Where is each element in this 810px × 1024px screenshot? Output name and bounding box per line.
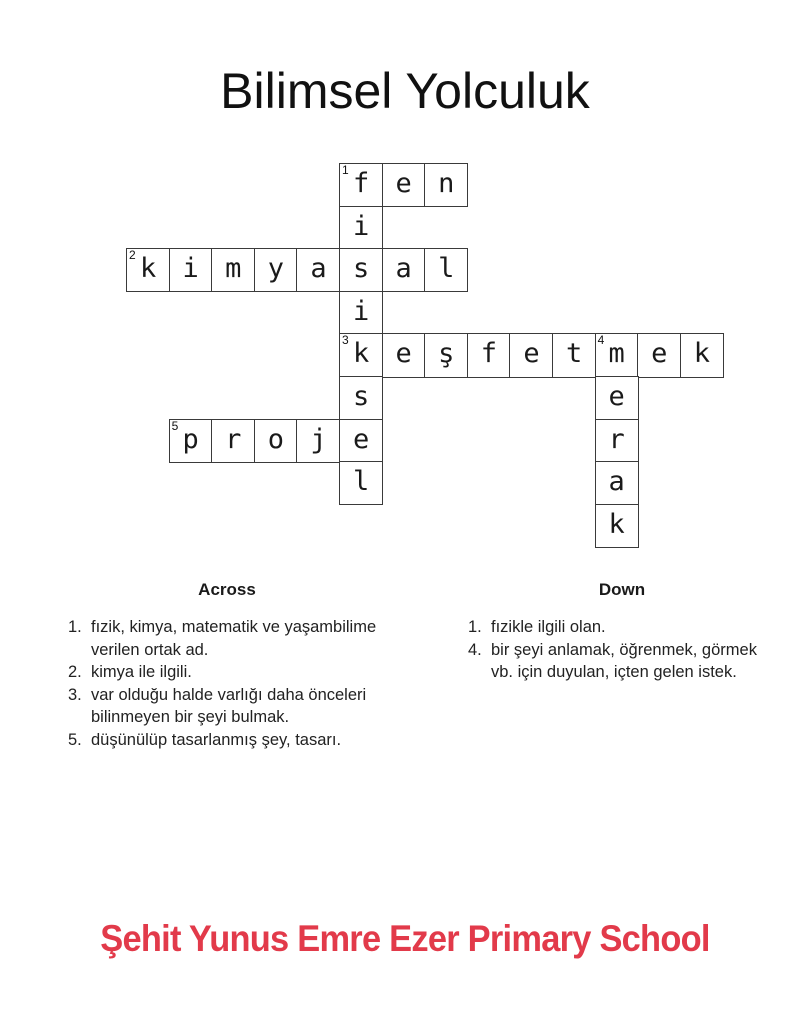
cell-letter: a: [310, 253, 327, 285]
grid-cell[interactable]: [339, 291, 383, 335]
grid-cell[interactable]: [296, 248, 340, 292]
grid-cell[interactable]: [296, 419, 340, 463]
cell-letter: e: [395, 338, 412, 370]
down-clue-1: [462, 616, 782, 639]
down-clue-4: [462, 639, 782, 684]
cell-letter: k: [352, 338, 370, 370]
clue-number-label: 1: [342, 163, 349, 177]
grid-cell[interactable]: [169, 248, 213, 292]
clue-text: düşünülüp tasarlanmış şey, tasarı.: [91, 730, 342, 749]
puzzle-title: Bilimsel Yolculuk: [220, 63, 590, 119]
cell-letter: k: [693, 338, 711, 370]
cell-letter: e: [523, 338, 540, 370]
cell-letter: r: [608, 423, 625, 455]
cell-letter: i: [352, 210, 370, 242]
grid-cell[interactable]: [339, 376, 383, 420]
cell-letter: i: [182, 253, 199, 285]
cell-letter: r: [225, 423, 242, 455]
cell-letter: e: [352, 423, 370, 455]
grid-cell[interactable]: [254, 248, 298, 292]
clue-number: 4.: [468, 640, 482, 659]
grid-cell[interactable]: [126, 248, 170, 292]
cell-letter: e: [395, 168, 412, 199]
cell-letter: e: [651, 338, 668, 370]
grid-cell[interactable]: [595, 504, 639, 548]
clue-text: fızikle ilgili olan.: [491, 618, 606, 636]
grid-cell[interactable]: [552, 333, 596, 377]
grid-cell[interactable]: [382, 333, 426, 377]
cell-letter: ş: [438, 338, 455, 370]
cell-letter: l: [438, 253, 455, 285]
clue-number: 2.: [68, 663, 82, 682]
down-clues: [462, 580, 782, 684]
cell-letter: j: [310, 423, 327, 455]
cell-letter: m: [608, 338, 625, 370]
clue-text: var olduğu halde varlığı daha önceleri bilinmeyen bir şeyi bulmak.: [91, 685, 367, 727]
grid-cell[interactable]: [339, 333, 383, 377]
clue-text: bir şeyi anlamak, öğrenmek, görmek vb. için duyulan, içten gelen istek.: [491, 640, 757, 682]
cell-letter: s: [352, 381, 370, 412]
grid-cell[interactable]: [211, 419, 255, 463]
grid-cell[interactable]: [339, 248, 383, 292]
clue-number-label: 4: [597, 333, 605, 348]
grid-cell[interactable]: [382, 163, 426, 207]
clue-number-label: 2: [129, 248, 136, 263]
clue-text: fızik, kimya, matematik ve yaşambilime verilen ortak ad.: [91, 618, 377, 659]
cell-letter: m: [225, 253, 242, 285]
across-clue-3: [62, 684, 392, 729]
grid-cell[interactable]: [467, 333, 511, 377]
grid-cell[interactable]: [339, 163, 383, 207]
cell-letter: p: [182, 423, 199, 455]
cell-letter: s: [352, 253, 370, 285]
clue-text: kimya ile ilgili.: [91, 663, 192, 682]
cell-letter: k: [139, 253, 157, 285]
across-clue-5: [62, 729, 392, 752]
cell-letter: f: [480, 338, 498, 370]
cell-letter: a: [395, 253, 412, 285]
cell-letter: f: [352, 168, 370, 199]
across-clues: [62, 580, 392, 752]
grid-cell[interactable]: [680, 333, 724, 377]
grid-cell[interactable]: [169, 419, 213, 463]
grid-cell[interactable]: [509, 333, 553, 377]
grid-cell[interactable]: [339, 206, 383, 250]
grid-cell[interactable]: [595, 419, 639, 463]
grid-cell[interactable]: [211, 248, 255, 292]
cell-letter: t: [565, 338, 583, 370]
grid-cell[interactable]: [637, 333, 681, 377]
cell-letter: a: [608, 466, 625, 498]
cell-letter: e: [608, 381, 625, 412]
clue-number: 1.: [468, 618, 482, 636]
clue-number: 3.: [68, 685, 82, 704]
down-heading: Down: [598, 580, 646, 599]
grid-cell[interactable]: [339, 461, 383, 505]
clue-number: 5.: [68, 730, 82, 749]
grid-cell[interactable]: [595, 461, 639, 505]
grid-cell[interactable]: [382, 248, 426, 292]
across-heading: Across: [198, 580, 256, 599]
cell-letter: y: [267, 253, 285, 285]
clue-number: 1.: [68, 618, 82, 636]
cell-letter: k: [608, 508, 625, 540]
cell-letter: o: [267, 423, 285, 455]
cell-letter: i: [352, 295, 370, 327]
grid-cell[interactable]: [595, 376, 639, 420]
across-clue-2: [62, 661, 392, 684]
grid-cell[interactable]: [339, 419, 383, 463]
grid-cell[interactable]: [595, 333, 639, 377]
clue-number-label: 5: [171, 418, 179, 433]
grid-cell[interactable]: [424, 333, 468, 377]
grid-cell[interactable]: [424, 248, 468, 292]
across-clue-1: [62, 616, 392, 661]
cell-letter: l: [352, 466, 370, 498]
cell-letter: n: [438, 168, 455, 199]
clue-number-label: 3: [342, 333, 349, 348]
grid-cell[interactable]: [254, 419, 298, 463]
grid-cell[interactable]: [424, 163, 468, 207]
school-name-footer: Şehit Yunus Emre Ezer Primary School: [100, 918, 710, 959]
